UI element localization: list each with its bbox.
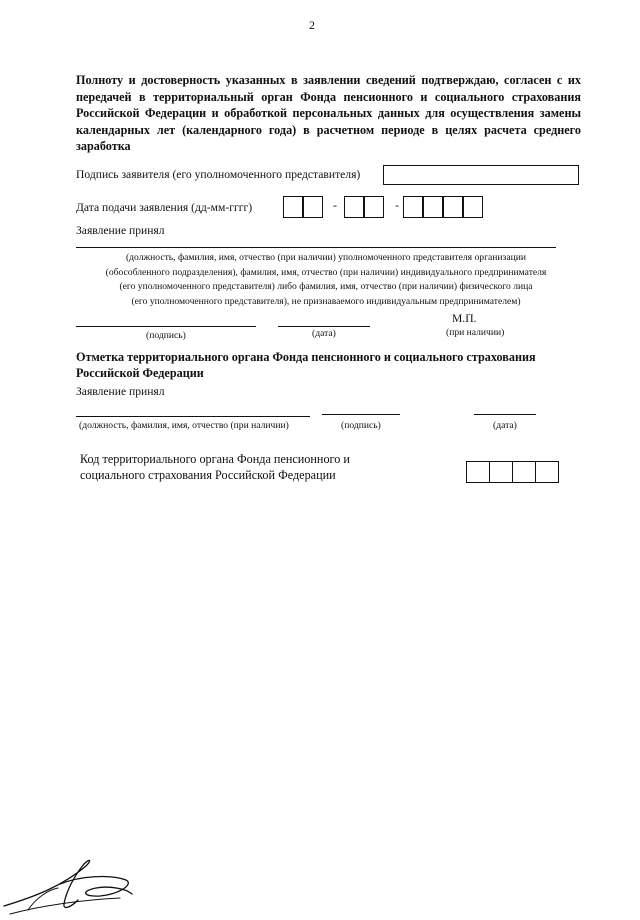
accepted-by-description — [76, 251, 576, 309]
date-caption: (дата) — [312, 328, 336, 339]
fund-signature-line[interactable] — [322, 414, 400, 415]
stamp-label: М.П. — [452, 312, 477, 325]
date-day-digit-1[interactable] — [283, 196, 303, 218]
description-line: (должность, фамилия, имя, отчество (при наличии) уполномоченного представителя организации — [125, 252, 526, 263]
fund-mark-title: Отметка территориального органа Фонда пенсионного и социального страхования Российской Федерации — [76, 350, 536, 381]
fund-date-caption: (дата) — [493, 420, 517, 431]
description-line: (обособленного подразделения), фамилия, имя, отчество (при наличии) индивидуального предпринимателя — [105, 266, 547, 278]
description-line: (его уполномоченного представителя) либо фамилия, имя, отчество (при наличии) физического лица — [119, 281, 533, 293]
signature-caption: (подпись) — [146, 330, 186, 341]
date-year-digit-1[interactable] — [403, 196, 423, 218]
submission-date-label: Дата подачи заявления (дд-мм-гггг) — [76, 201, 253, 214]
fund-code-label-line: Код территориального органа Фонда пенсионного и — [80, 452, 350, 466]
date-day-digit-2[interactable] — [303, 196, 323, 218]
date-month-digit-1[interactable] — [344, 196, 364, 218]
page-number: 2 — [309, 18, 315, 32]
date-separator: - — [395, 198, 399, 212]
accepted-by-label: Заявление принял — [76, 224, 165, 237]
fund-code-label — [80, 452, 350, 483]
fund-code-digit-3[interactable] — [512, 461, 536, 483]
stamp-caption: (при наличии) — [446, 327, 505, 338]
accepted-by-line[interactable] — [76, 247, 556, 248]
applicant-signature-field[interactable] — [383, 165, 579, 185]
accepted-date-line[interactable] — [278, 326, 370, 327]
fund-signature-caption: (подпись) — [341, 420, 381, 431]
consent-statement: Полноту и достоверность указанных в заявлении сведений подтверждаю, согласен с их передачей в территориальный орган Фонда пенсионного и социального страхования Российской Федерации и обработкой персональных данных для осуществления замены календарных лет (календарного года) в расчетном периоде в целях расчета среднего заработка — [76, 73, 581, 154]
applicant-signature-label: Подпись заявителя (его уполномоченного представителя) — [76, 168, 361, 181]
date-month-digit-2[interactable] — [364, 196, 384, 218]
fund-code-digit-1[interactable] — [466, 461, 490, 483]
date-separator: - — [333, 198, 337, 212]
fund-position-caption: (должность, фамилия, имя, отчество (при наличии) — [79, 420, 289, 431]
fund-code-label-line: социального страхования Российской Федерации — [80, 467, 336, 482]
fund-accepted-label: Заявление принял — [76, 385, 165, 398]
fund-date-line[interactable] — [474, 414, 536, 415]
date-year-digit-2[interactable] — [423, 196, 443, 218]
fund-code-digit-4[interactable] — [535, 461, 559, 483]
fund-code-digit-2[interactable] — [489, 461, 513, 483]
fund-position-line[interactable] — [76, 416, 310, 417]
date-year-digit-3[interactable] — [443, 196, 463, 218]
accepted-signature-line[interactable] — [76, 326, 256, 327]
date-year-digit-4[interactable] — [463, 196, 483, 218]
description-line: (его уполномоченного представителя), не признаваемого индивидуальным предпринимателем) — [131, 295, 521, 307]
handwritten-signature-icon — [0, 848, 170, 920]
